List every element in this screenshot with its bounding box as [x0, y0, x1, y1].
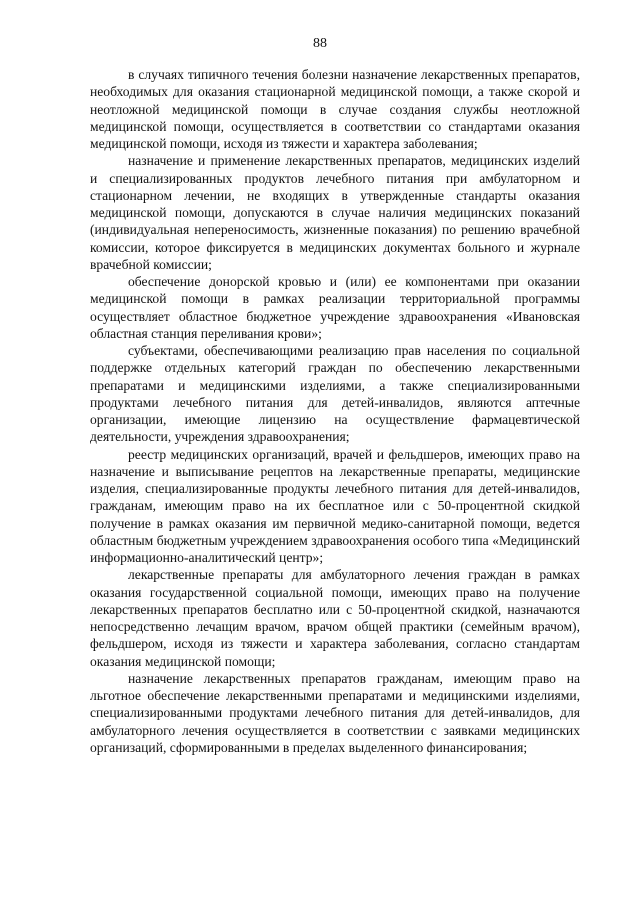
paragraph-2: назначение и применение лекарственных препаратов, медицинских изделий и специализированных продуктов лечебного питания при амбулаторном и стационарном лечении, не входящих в утвержденные стандарты оказания медицинской помощи, допускаются в случае наличия медицинских показаний (индивидуальная непереносимость, жизненные показания) по решению врачебной комиссии, которое фиксируется в медицинских документах больного и журнале врачебной комиссии; — [90, 153, 580, 272]
document-body — [90, 66, 580, 756]
paragraph-6: лекарственные препараты для амбулаторного лечения граждан в рамках оказания государственной социальной помощи, имеющих право на получение лекарственных препаратов бесплатно или с 50-процентной скидкой, назначаются непосредственно лечащим врачом, врачом общей практики (семейным врачом), фельдшером, исходя из тяжести и характера заболевания, согласно стандартам оказания медицинской помощи; — [90, 567, 580, 669]
page-number: 88 — [313, 36, 327, 51]
paragraph-4: субъектами, обеспечивающими реализацию прав населения по социальной поддержке отдельных категорий граждан по обеспечению лекарственными препаратами и медицинскими изделиями, а также специализированными продуктами лечебного питания для детей-инвалидов, являются аптечные организации, имеющие лицензию на осуществление фармацевтической деятельности, учреждения здравоохранения; — [90, 343, 580, 445]
paragraph-7: назначение лекарственных препаратов гражданам, имеющим право на льготное обеспечение лекарственными препаратами и медицинскими изделиями, специализированными продуктами лечебного питания для детей-инвалидов, для амбулаторного лечения осуществляется в соответствии с заявками медицинских организаций, сформированными в пределах выделенного финансирования; — [90, 670, 580, 755]
paragraph-3: обеспечение донорской кровью и (или) ее компонентами при оказании медицинской помощи в рамках реализации территориальной программы осуществляет областное бюджетное учреждение здравоохранения «Ивановская областная станция переливания крови»; — [90, 274, 580, 341]
paragraph-1: в случаях типичного течения болезни назначение лекарственных препаратов, необходимых для оказания стационарной медицинской помощи, а также скорой и неотложной медицинской помощи в случае создания службы неотложной медицинской помощи, осуществляется в соответствии со стандартами оказания медицинской помощи, исходя из тяжести и характера заболевания; — [90, 67, 580, 151]
paragraph-5: реестр медицинских организаций, врачей и фельдшеров, имеющих право на назначение и выписывание рецептов на лекарственные препараты, медицинские изделия, специализированные продукты лечебного питания для детей-инвалидов, гражданам, имеющим право на их бесплатное или с 50-процентной скидкой получение в рамках оказания им первичной медико-санитарной помощи, ведется областным бюджетным учреждением здравоохранения особого типа «Медицинский информационно-аналитический центр»; — [90, 446, 580, 565]
